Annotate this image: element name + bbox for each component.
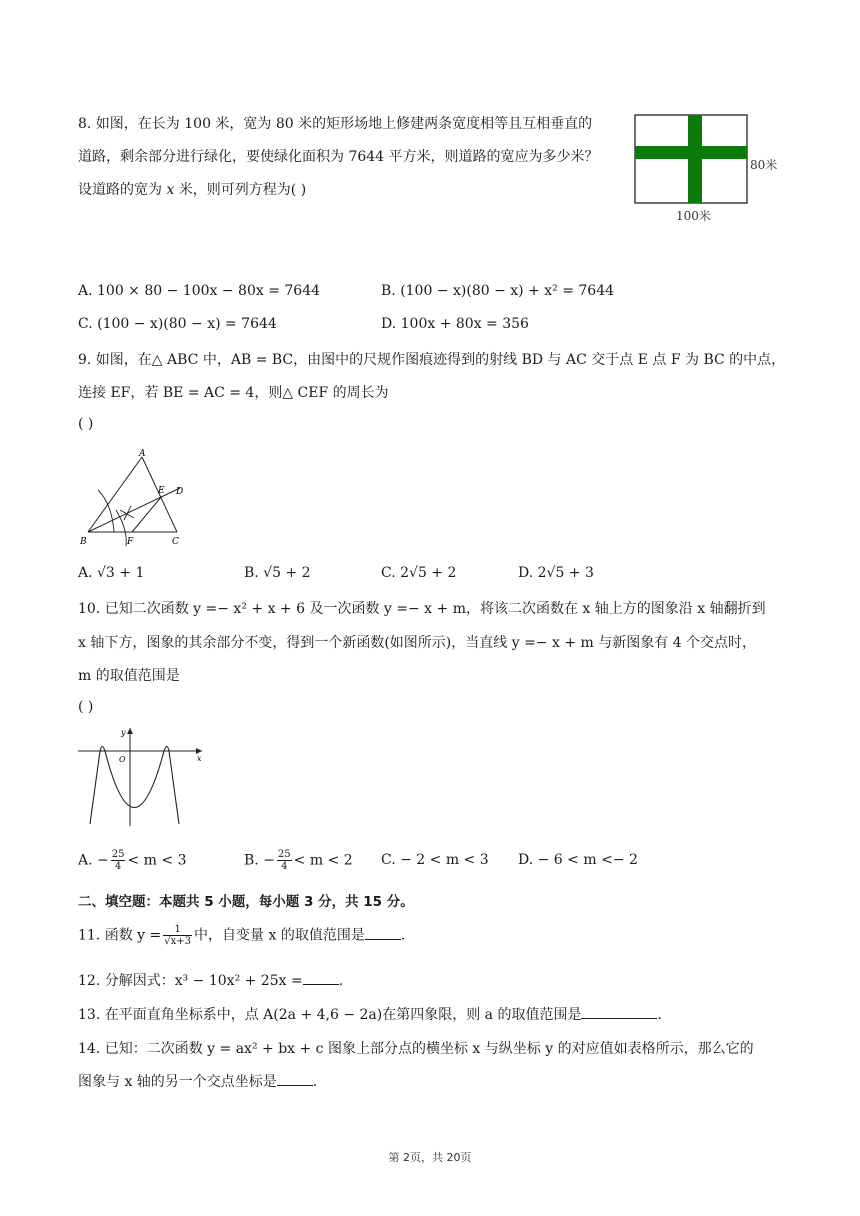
- q13-end: .: [657, 1007, 662, 1023]
- q10-option-b-den: 4: [281, 861, 288, 872]
- q10-option-a-num: 25: [111, 849, 125, 860]
- q12-end: .: [338, 973, 344, 989]
- q8-fig-width-label: 80米: [750, 158, 778, 172]
- q8-line3-a: 设道路的宽为: [78, 182, 162, 198]
- q10-option-b-num: 25: [277, 849, 291, 860]
- q14-line1: 14. 已知：二次函数 y = ax² + bx + c 图象上部分点的横坐标 x 与纵坐标 y 的对应值如表格所示，那么它的: [78, 1041, 754, 1057]
- q9-option-a: A. √3 + 1: [78, 565, 145, 581]
- q10-figure: [76, 724, 206, 828]
- q10-option-b: [244, 849, 353, 872]
- q10-line3: m 的取值范围是: [78, 668, 180, 684]
- q8-option-d: D. 100x + 80x = 356: [381, 316, 529, 332]
- q11: [78, 924, 405, 947]
- q10-option-a: [78, 849, 186, 872]
- q10-option-a-den: 4: [114, 861, 122, 872]
- q11-pre: 11. 函数 y =: [78, 927, 162, 944]
- q9-label-f: F: [127, 537, 134, 547]
- q14-end: .: [312, 1074, 318, 1090]
- q12: [78, 970, 343, 990]
- q11-den: √x+3: [164, 936, 192, 947]
- q10-label-x: x: [197, 754, 202, 763]
- q8-line2: 道路，剩余部分进行绿化，要使绿化面积为 7644 平方米，则道路的宽应为多少米？: [78, 149, 599, 165]
- q14-answer-blank[interactable]: [277, 1073, 313, 1086]
- q8-figure: [632, 113, 790, 225]
- q13-answer-blank[interactable]: [581, 1006, 657, 1019]
- q9-option-b: B. √5 + 2: [244, 565, 311, 581]
- q10-option-b-frac: [277, 849, 292, 872]
- q11-num: 1: [163, 924, 192, 936]
- q8-option-b: B. (100 − x)(80 − x) + x² = 7644: [381, 283, 615, 299]
- q10-line2: x 轴下方，图象的其余部分不变，得到一个新函数(如图所示)，当直线 y =− x + m 与新图象有 4 个交点时，: [78, 635, 757, 651]
- q12-answer-blank[interactable]: [303, 972, 339, 985]
- q12-pre: 12. 分解因式：x³ − 10x² + 25x =: [78, 973, 303, 989]
- horizontal-road: [635, 146, 747, 159]
- q8-option-a: A. 100 × 80 − 100x − 80x = 7644: [78, 283, 321, 299]
- q9-option-c: C. 2√5 + 2: [381, 565, 457, 581]
- q14-line2-pre: 图象与 x 轴的另一个交点坐标是: [78, 1074, 277, 1090]
- q9-paren: ( ): [78, 416, 94, 432]
- q10-option-a-frac: [111, 849, 126, 872]
- q10-label-o: O: [119, 755, 126, 764]
- q10-option-d: D. − 6 < m <− 2: [518, 852, 638, 868]
- q8-line3: [78, 179, 306, 199]
- q9-figure: [76, 448, 196, 550]
- q8-line1: 8. 如图，在长为 100 米，宽为 80 米的矩形场地上修建两条宽度相等且互相垂直的: [78, 116, 593, 132]
- q11-post: 中，自变量 x 的取值范围是: [194, 927, 365, 944]
- q10-option-a-post: < m < 3: [127, 852, 187, 869]
- q10-option-b-pre: B. −: [244, 852, 275, 869]
- q14-line2: [78, 1071, 317, 1091]
- q9-label-a: A: [139, 449, 146, 459]
- q8-var-x: x: [166, 182, 175, 198]
- q9-label-d: D: [176, 487, 184, 497]
- page-footer: 第 2页，共 20页: [388, 1151, 472, 1164]
- q8-fig-length-label: 100米: [676, 209, 711, 223]
- q13: [78, 1004, 662, 1024]
- q13-pre: 13. 在平面直角坐标系中，点 A(2a + 4,6 − 2a)在第四象限，则 a 的取值范围是: [78, 1007, 582, 1023]
- q9-line2: 连接 EF，若 BE = AC = 4，则△ CEF 的周长为: [78, 385, 389, 401]
- q10-option-b-post: < m < 2: [293, 852, 353, 869]
- q11-answer-blank[interactable]: [365, 927, 401, 940]
- q9-label-b: B: [80, 537, 87, 547]
- q10-option-a-pre: A. −: [78, 852, 109, 869]
- section-heading: 二、填空题：本题共 5 小题，每小题 3 分，共 15 分。: [78, 894, 414, 910]
- q9-label-e: E: [158, 486, 165, 496]
- q8-option-c: C. (100 − x)(80 − x) = 7644: [78, 316, 277, 332]
- q9-label-c: C: [172, 537, 179, 547]
- q9-line1: 9. 如图，在△ ABC 中，AB = BC，由图中的尺规作图痕迹得到的射线 BD 与 AC 交于点 E 点 F 为 BC 的中点，: [78, 352, 786, 368]
- q10-line1: 10. 已知二次函数 y =− x² + x + 6 及一次函数 y =− x + m，将该二次函数在 x 轴上方的图象沿 x 轴翻折到: [78, 601, 766, 617]
- q8-line3-b: 米，则可列方程为( ): [178, 182, 307, 198]
- q9-option-d: D. 2√5 + 3: [518, 565, 594, 581]
- q11-end: .: [400, 927, 406, 944]
- q10-paren: ( ): [78, 699, 94, 715]
- q10-option-c: C. − 2 < m < 3: [381, 852, 489, 868]
- q10-label-y: y: [121, 728, 126, 737]
- q11-frac: [163, 924, 192, 947]
